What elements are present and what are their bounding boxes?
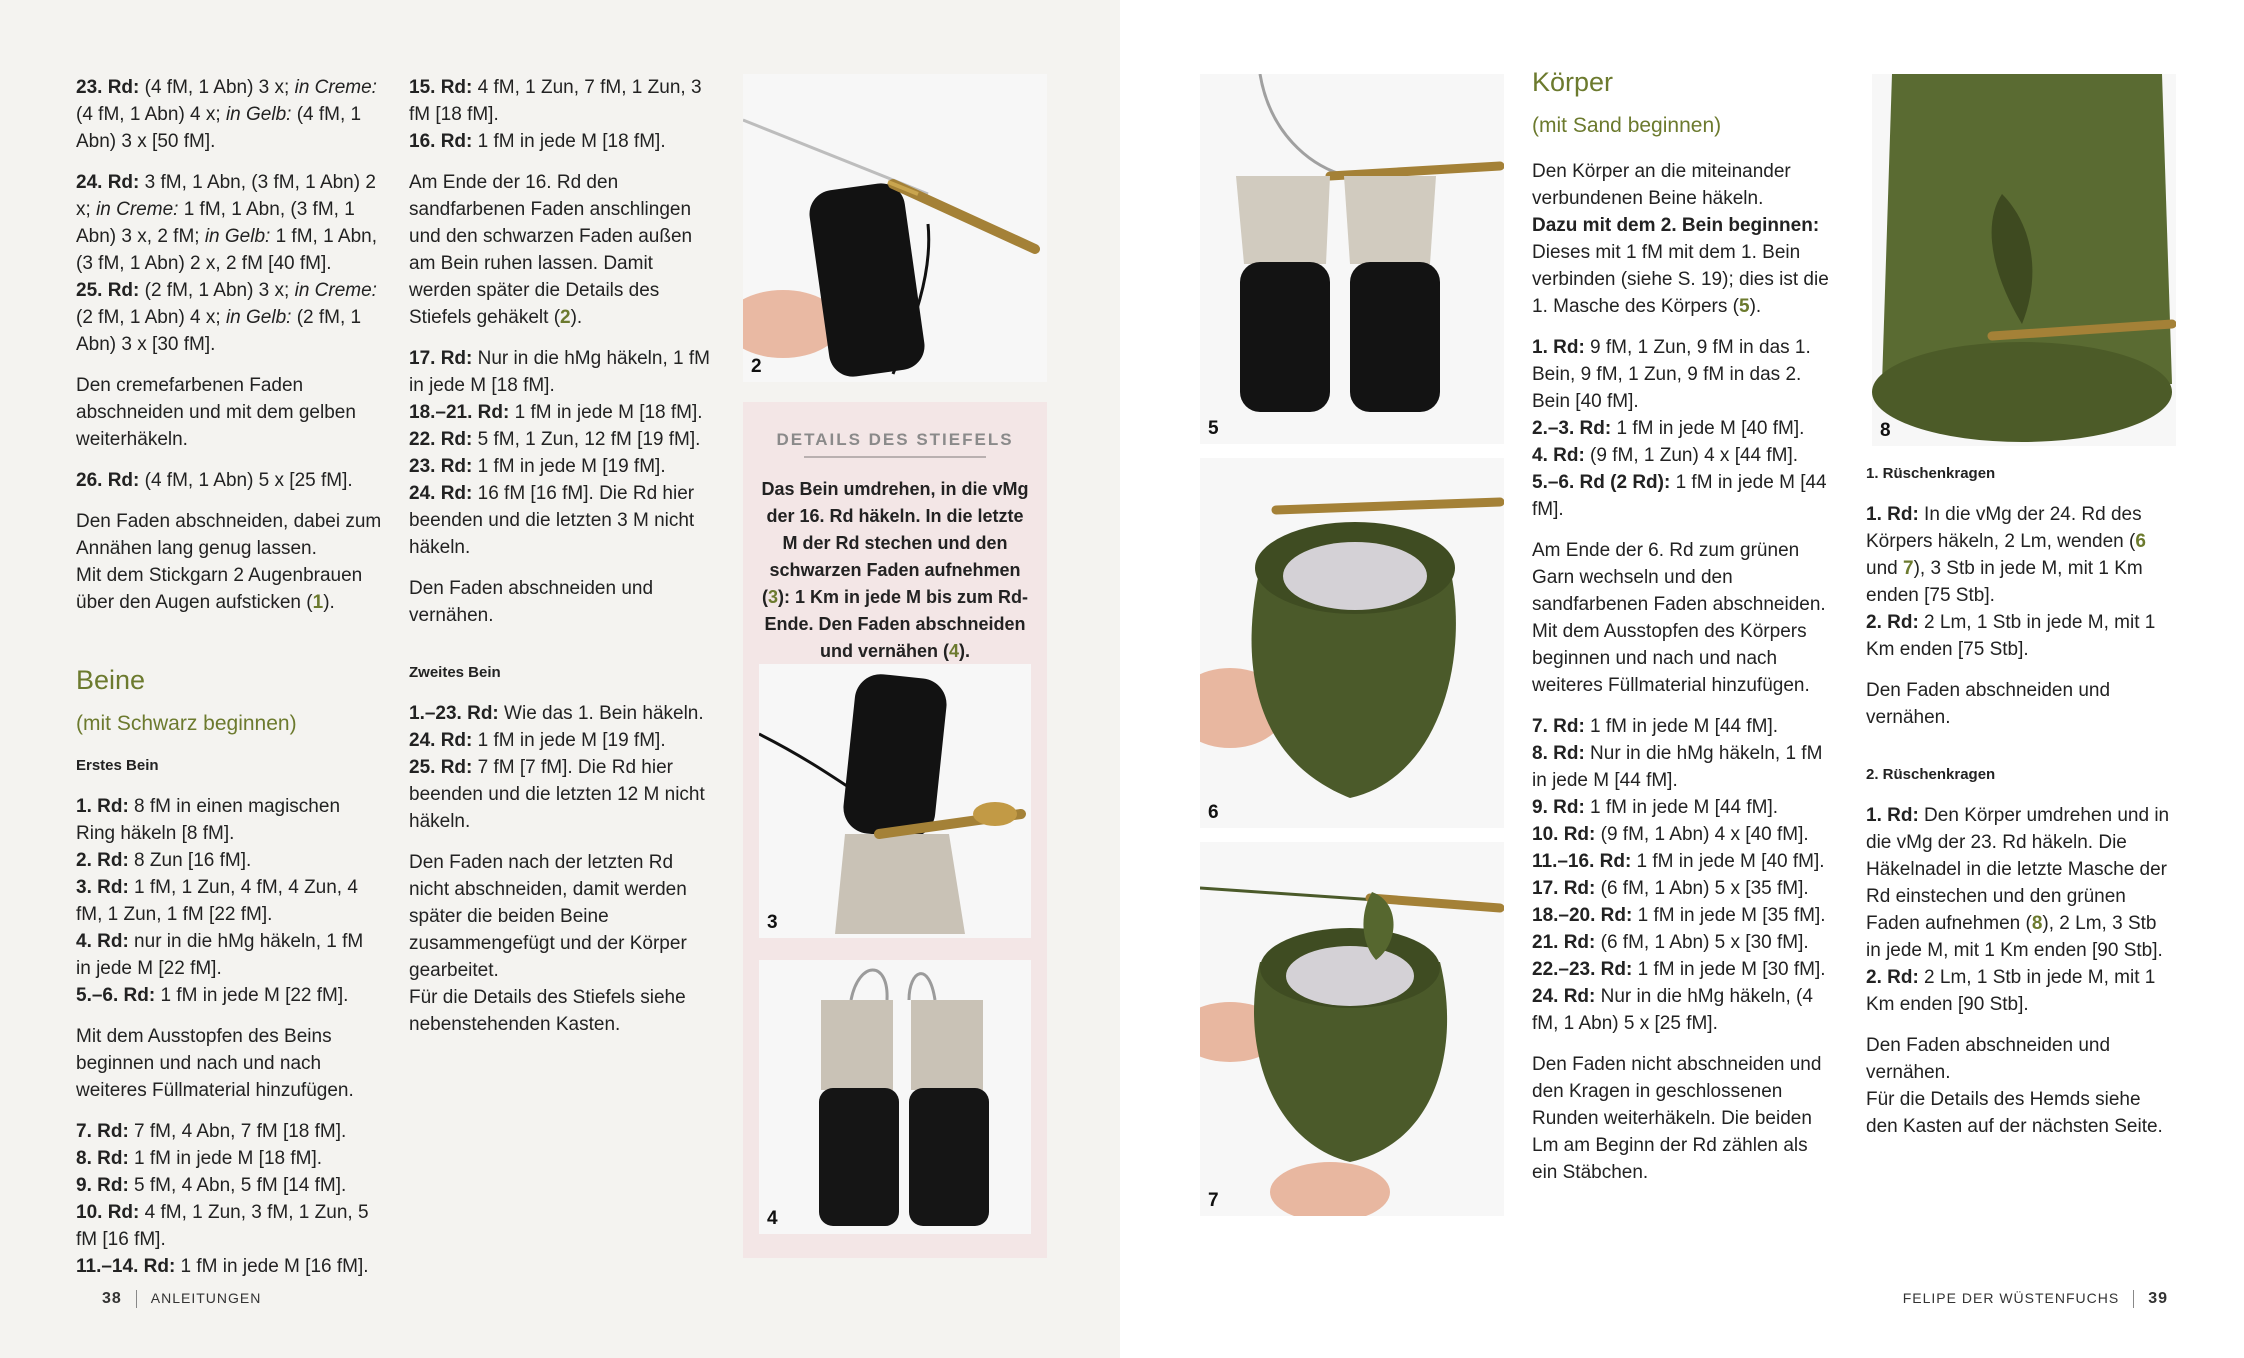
subheading-ruschenkragen-1: 1. Rüschenkragen (1866, 465, 1996, 482)
leg-round-2: 2. Rd: 8 Zun [16 fM]. (76, 850, 252, 871)
collar-intro-text: Den Faden nicht abschneiden und den Kragen in geschlossenen Runden weiterhäkeln. Die beiden Lm am Beginn der Rd zählen als ein Stäbchen. (1532, 1054, 1822, 1183)
body-round-11-16: 11.–16. Rd: 1 fM in jede M [40 fM]. (1532, 851, 1825, 872)
body-round-21: 21. Rd: (6 fM, 1 Abn) 5 x [30 fM]. (1532, 932, 1809, 953)
photo-step-4 (759, 960, 1031, 1234)
body-round-9: 9. Rd: 1 fM in jede M [44 fM]. (1532, 797, 1779, 818)
leg2-round-25: 25. Rd: 7 fM [7 fM]. Die Rd hier beenden und die letzten 12 M nicht häkeln. (409, 757, 705, 832)
sidebar-title-rule (804, 456, 986, 458)
subheading-ruschenkragen-2: 2. Rüschenkragen (1866, 766, 1996, 783)
photo-number-4: 4 (767, 1208, 778, 1229)
eyebrows-text: Mit dem Stickgarn 2 Augenbrauen über den Augen aufsticken (1). (76, 565, 363, 613)
shirt-details-reference: Für die Details des Hemds siehe den Kasten auf der nächsten Seite. (1866, 1089, 2163, 1137)
photo-3-illustration (759, 664, 1031, 938)
leg2-round-1-23: 1.–23. Rd: Wie das 1. Bein häkeln. (409, 703, 704, 724)
leg-round-15: 15. Rd: 4 fM, 1 Zun, 7 fM, 1 Zun, 3 fM [18 fM]. (409, 77, 702, 125)
leg2-round-24: 24. Rd: 1 fM in jede M [19 fM]. (409, 730, 666, 751)
sidebar-text: Das Bein umdrehen, in die vMg der 16. Rd häkeln. In die letzte M der Rd stechen und den schwarzen Faden aufnehmen (3): 1 Km in jede M bis zum Rd-Ende. Den Faden abschneiden und vernähen (4). (761, 479, 1029, 661)
left-page (0, 0, 1120, 1358)
photo-number-7: 7 (1208, 1190, 1219, 1211)
photo-6-illustration (1200, 458, 1504, 828)
body-start-heading: Dazu mit dem 2. Bein beginnen: (1532, 215, 1820, 236)
body-join-text: Dieses mit 1 fM mit dem 1. Bein verbinden (siehe S. 19); dies ist die 1. Masche des Körpers (5). (1532, 242, 1829, 317)
footer-section-left: ANLEITUNGEN (150, 1290, 262, 1306)
left-column-2 (409, 74, 715, 1052)
body-round-8: 8. Rd: Nur in die hMg häkeln, 1 fM in jede M [44 fM]. (1532, 743, 1823, 791)
body-round-18-20: 18.–20. Rd: 1 fM in jede M [35 fM]. (1532, 905, 1826, 926)
body-round-7: 7. Rd: 1 fM in jede M [44 fM]. (1532, 716, 1779, 737)
photo-2-illustration (743, 74, 1047, 382)
leg-round-4: 4. Rd: nur in die hMg häkeln, 1 fM in jede M [22 fM]. (76, 931, 364, 979)
leg-round-1: 1. Rd: 8 fM in einen magischen Ring häkeln [8 fM]. (76, 796, 341, 844)
body-round-17: 17. Rd: (6 fM, 1 Abn) 5 x [35 fM]. (1532, 878, 1809, 899)
leg-join-text: Den Faden nach der letzten Rd nicht abschneiden, damit werden später die beiden Beine zusammengefügt und der Körper gearbeitet. (409, 852, 687, 981)
photo-5-illustration (1200, 74, 1504, 444)
leg-round-7: 7. Rd: 7 fM, 4 Abn, 7 fM [18 fM]. (76, 1121, 347, 1142)
subheading-erstes-bein: Erstes Bein (76, 757, 159, 774)
cut-and-sew-text: Den Faden abschneiden und vernähen. (409, 578, 654, 626)
photo-step-7 (1200, 842, 1504, 1216)
subheading-zweites-bein: Zweites Bein (409, 664, 501, 681)
boot-details-reference: Für die Details des Stiefels siehe nebenstehenden Kasten. (409, 987, 686, 1035)
sidebar-title: DETAILS DES STIEFELS (776, 430, 1014, 449)
right-footer (1903, 1290, 2168, 1308)
left-column-1 (76, 74, 382, 1280)
photo-8-illustration (1872, 74, 2176, 446)
leg-round-22: 22. Rd: 5 fM, 1 Zun, 12 fM [19 fM]. (409, 429, 701, 450)
right-page (1120, 0, 2244, 1358)
leg-round-3: 3. Rd: 1 fM, 1 Zun, 4 fM, 4 Zun, 4 fM, 1 Zun, 1 fM [22 fM]. (76, 877, 358, 925)
body-round-1: 1. Rd: 9 fM, 1 Zun, 9 fM in das 1. Bein, 9 fM, 1 Zun, 9 fM in das 2. Bein [40 fM]. (1532, 337, 1811, 412)
sidebar-boot-details (743, 402, 1047, 1258)
photo-number-8: 8 (1880, 420, 1891, 441)
round-23: 23. Rd: (4 fM, 1 Abn) 3 x; in Creme: (4 fM, 1 Abn) 4 x; in Gelb: (4 fM, 1 Abn) 3 x [50 fM]. (76, 77, 377, 152)
leg-round-5-6: 5.–6. Rd: 1 fM in jede M [22 fM]. (76, 985, 349, 1006)
right-column-2 (1866, 456, 2172, 1154)
leg-round-17: 17. Rd: Nur in die hMg häkeln, 1 fM in jede M [18 fM]. (409, 348, 710, 396)
body-round-22-23: 22.–23. Rd: 1 fM in jede M [30 fM]. (1532, 959, 1826, 980)
section-subtitle-koerper: (mit Sand beginnen) (1532, 114, 1722, 137)
body-stuffing-text: Mit dem Ausstopfen des Körpers beginnen und nach und nach weiteres Füllmaterial hinzufügen. (1532, 621, 1810, 696)
leg-round-10: 10. Rd: 4 fM, 1 Zun, 3 fM, 1 Zun, 5 fM [16 fM]. (76, 1202, 369, 1250)
leg-round-18-21: 18.–21. Rd: 1 fM in jede M [18 fM]. (409, 402, 703, 423)
photo-step-3 (759, 664, 1031, 938)
collar2-cut-text: Den Faden abschneiden und vernähen. (1866, 1035, 2111, 1083)
leg-round-11-14: 11.–14. Rd: 1 fM in jede M [16 fM]. (76, 1256, 369, 1277)
body-round-4: 4. Rd: (9 fM, 1 Zun) 4 x [44 fM]. (1532, 445, 1799, 466)
photo-step-2 (743, 74, 1047, 382)
left-footer (102, 1290, 261, 1308)
leg-round-8: 8. Rd: 1 fM in jede M [18 fM]. (76, 1148, 323, 1169)
body-intro-text: Den Körper an die miteinander verbundenen Beine häkeln. (1532, 161, 1791, 209)
round-24: 24. Rd: 3 fM, 1 Abn, (3 fM, 1 Abn) 2 x; in Creme: 1 fM, 1 Abn, (3 fM, 1 Abn) 3 x, 2 fM; in Gelb: 1 fM, 1 Abn, (3 fM, 1 Abn) 2 x, 2 fM [40 fM]. (76, 172, 377, 274)
section-title-beine: Beine (76, 665, 146, 695)
photo-7-illustration (1200, 842, 1504, 1216)
cut-thread-text: Den Faden abschneiden, dabei zum Annähen lang genug lassen. (76, 511, 382, 559)
body-round-2-3: 2.–3. Rd: 1 fM in jede M [40 fM]. (1532, 418, 1805, 439)
body-round-10: 10. Rd: (9 fM, 1 Abn) 4 x [40 fM]. (1532, 824, 1809, 845)
photo-number-5: 5 (1208, 418, 1219, 439)
collar1-round-2: 2. Rd: 2 Lm, 1 Stb in jede M, mit 1 Km enden [75 Stb]. (1866, 612, 2156, 660)
collar1-cut-text: Den Faden abschneiden und vernähen. (1866, 680, 2111, 728)
round-25: 25. Rd: (2 fM, 1 Abn) 3 x; in Creme: (2 fM, 1 Abn) 4 x; in Gelb: (2 fM, 1 Abn) 3 x [30 fM]. (76, 280, 377, 355)
leg-round-24: 24. Rd: 16 fM [16 fM]. Die Rd hier beenden und die letzten 3 M nicht häkeln. (409, 483, 695, 558)
right-column-1 (1532, 66, 1838, 1200)
collar2-round-2: 2. Rd: 2 Lm, 1 Stb in jede M, mit 1 Km enden [90 Stb]. (1866, 967, 2156, 1015)
leg-stuffing-text: Mit dem Ausstopfen des Beins beginnen und nach und nach weiteres Füllmaterial hinzufügen. (76, 1026, 354, 1101)
collar2-round-1: 1. Rd: Den Körper umdrehen und in die vMg der 23. Rd häkeln. Die Häkelnadel in die letzte Masche der Rd einstechen und den grünen Faden aufnehmen (8), 2 Lm, 3 Stb in jede M, mit 1 Km enden [90 Stb]. (1866, 805, 2170, 961)
photo-4-illustration (759, 960, 1031, 1234)
end-round-16-text: Am Ende der 16. Rd den sandfarbenen Faden anschlingen und den schwarzen Faden außen am Bein ruhen lassen. Damit werden später die Details des Stiefels gehäkelt (2). (409, 172, 693, 328)
collar1-round-1: 1. Rd: In die vMg der 24. Rd des Körpers häkeln, 2 Lm, wenden (6 und 7), 3 Stb in jede M, mit 1 Km enden [75 Stb]. (1866, 504, 2146, 606)
footer-section-right: FELIPE DER WÜSTENFUCHS (1902, 1290, 2120, 1306)
page-number-left: 38 (102, 1290, 122, 1307)
body-round-5-6: 5.–6. Rd (2 Rd): 1 fM in jede M [44 fM]. (1532, 472, 1827, 520)
body-color-change-text: Am Ende der 6. Rd zum grünen Garn wechseln und den sandfarbenen Faden abschneiden. (1532, 540, 1826, 615)
round-26: 26. Rd: (4 fM, 1 Abn) 5 x [25 fM]. (76, 470, 353, 491)
leg-round-16: 16. Rd: 1 fM in jede M [18 fM]. (409, 131, 666, 152)
footer-separator (2133, 1290, 2134, 1308)
section-subtitle-beine: (mit Schwarz beginnen) (76, 712, 297, 735)
page-number-right: 39 (2148, 1290, 2168, 1307)
photo-number-6: 6 (1208, 802, 1219, 823)
photo-step-8 (1872, 74, 2176, 446)
photo-number-3: 3 (767, 912, 778, 933)
section-title-koerper: Körper (1532, 67, 1614, 97)
leg-round-9: 9. Rd: 5 fM, 4 Abn, 5 fM [14 fM]. (76, 1175, 347, 1196)
photo-step-6 (1200, 458, 1504, 828)
photo-step-5 (1200, 74, 1504, 444)
leg-round-23: 23. Rd: 1 fM in jede M [19 fM]. (409, 456, 666, 477)
footer-separator (136, 1290, 137, 1308)
color-change-text: Den cremefarbenen Faden abschneiden und mit dem gelben weiterhäkeln. (76, 375, 356, 450)
photo-number-2: 2 (751, 356, 762, 377)
body-round-24: 24. Rd: Nur in die hMg häkeln, (4 fM, 1 Abn) 5 x [25 fM]. (1532, 986, 1813, 1034)
